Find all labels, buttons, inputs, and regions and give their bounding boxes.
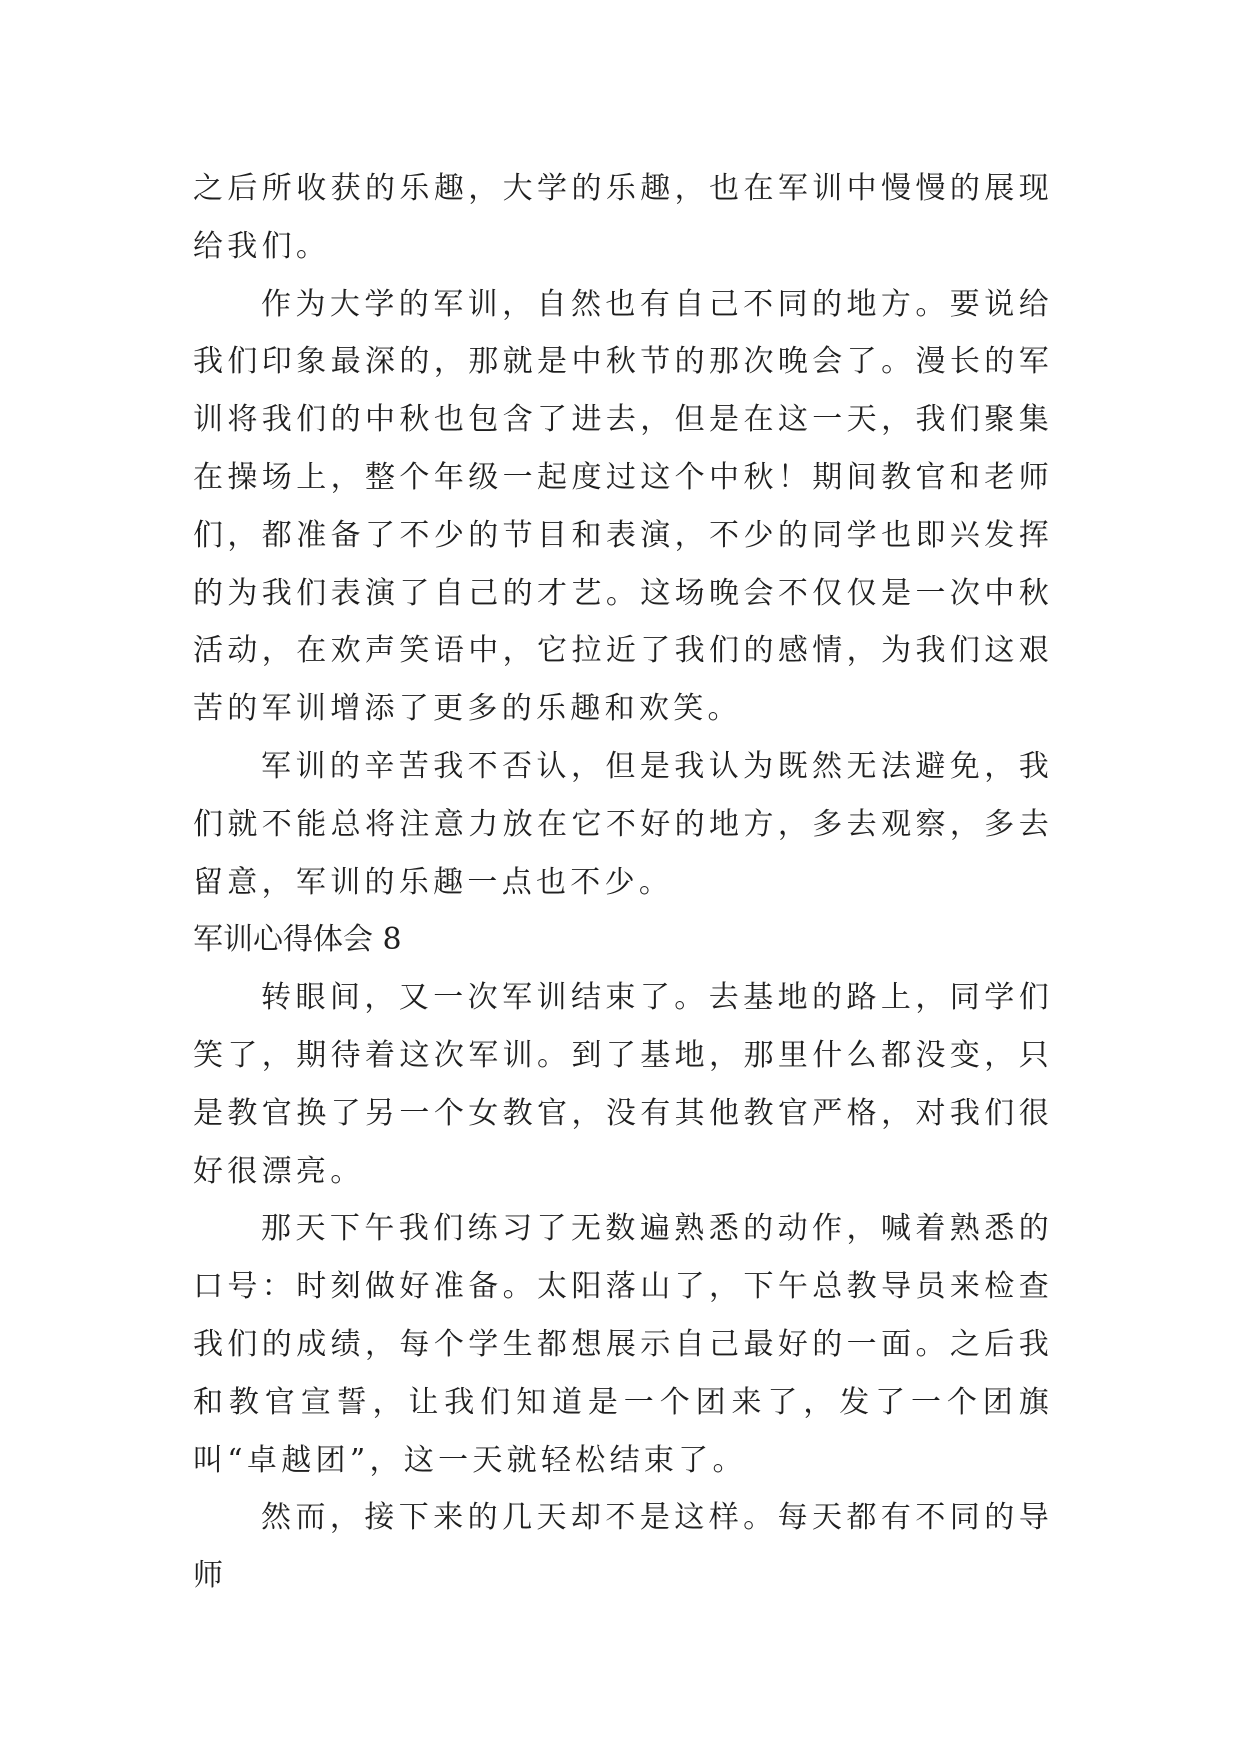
paragraph-continued: 之后所收获的乐趣，大学的乐趣，也在军训中慢慢的展现给我们。 [193, 171, 1053, 264]
paragraph-hardship: 军训的辛苦我不否认，但是我认为既然无法避免，我们就不能总将注意力放在它不好的地方，多去观察，多去留意，军训的乐趣一点也不少。 [193, 748, 1053, 900]
paragraph-mid-autumn-party: 作为大学的军训，自然也有自己不同的地方。要说给我们印象最深的，那就是中秋节的那次晚会了。漫长的军训将我们的中秋也包含了进去，但是在这一天，我们聚集在操场上，整个年级一起度过这个中秋！期间教官和老师们，都准备了不少的节目和表演，不少的同学也即兴发挥的为我们表演了自己的才艺。这场晚会不仅仅是一次中秋活动，在欢声笑语中，它拉近了我们的感情，为我们这艰苦的军训增添了更多的乐趣和欢笑。 [193, 286, 1053, 727]
document-page [193, 160, 1053, 1605]
paragraph-training-end: 转眼间，又一次军训结束了。去基地的路上，同学们笑了，期待着这次军训。到了基地，那里什么都没变，只是教官换了另一个女教官，没有其他教官严格，对我们很好很漂亮。 [193, 980, 1053, 1189]
section-title: 军训心得体会 8 [193, 922, 402, 958]
paragraph-following-days: 然而，接下来的几天却不是这样。每天都有不同的导师 [193, 1500, 1053, 1594]
paragraph-afternoon-practice: 那天下午我们练习了无数遍熟悉的动作，喊着熟悉的口号：时刻做好准备。太阳落山了，下午总教导员来检查我们的成绩，每个学生都想展示自己最好的一面。之后我和教官宣誓，让我们知道是一个团来了，发了一个团旗叫“卓越团”，这一天就轻松结束了。 [193, 1211, 1053, 1478]
